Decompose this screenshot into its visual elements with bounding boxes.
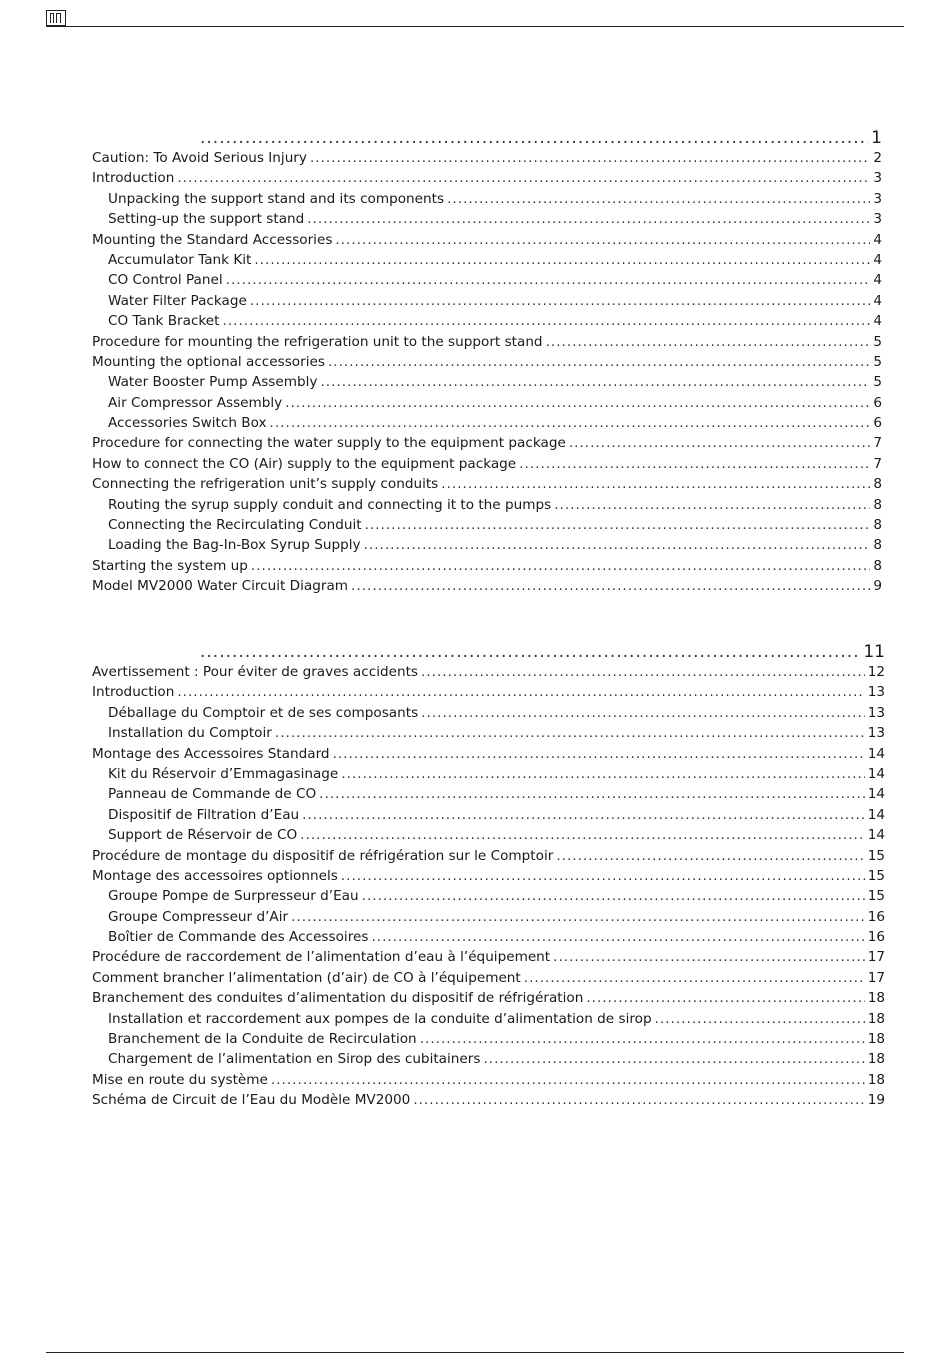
toc-french-heading-page: 11 [863,642,885,662]
toc-entry-page: 18 [867,1071,885,1088]
toc-entry[interactable] [92,232,882,252]
toc-entry-page: 16 [867,908,885,925]
leader-dots [365,517,871,533]
leader-dots [328,354,870,370]
toc-entry-title: Caution: To Avoid Serious Injury [92,150,307,166]
toc-entry-title: Déballage du Comptoir et de ses composants [108,704,419,721]
toc-entry[interactable] [92,1011,885,1031]
leader-dots [421,705,865,721]
toc-entry-title: Boîtier de Commande des Accessoires [108,929,369,946]
toc-entry-title: Mounting the Standard Accessories [92,231,333,248]
toc-entry[interactable] [92,807,885,827]
toc-entry-title: Procédure de montage du dispositif de réfrigération sur le Comptoir [92,847,554,864]
toc-entry-title: Groupe Compresseur d’Air [108,908,289,925]
toc-entry[interactable] [92,456,882,476]
toc-entry-title: Connecting the Recirculating Conduit [108,517,362,534]
toc-entry-title: Schéma de Circuit de l’Eau du Modèle MV2000 [92,1092,411,1109]
toc-entry-page: 19 [867,1092,885,1109]
toc-entry-page: 3 [873,190,882,207]
toc-entry-page: 6 [873,394,882,411]
leader-dots [335,232,870,248]
leader-dots [226,272,871,288]
toc-french-heading[interactable] [200,642,885,664]
toc-entry[interactable] [92,272,882,292]
toc-entry-title: CO Tank Bracket [108,313,220,330]
header-rule [46,26,904,27]
toc-entry[interactable] [92,990,885,1010]
toc-entry-title: Setting-up the support stand [108,211,305,228]
toc-entry-title: Accessories Switch Box [108,415,267,432]
leader-dots [351,578,870,594]
toc-entry[interactable] [92,537,882,557]
toc-entry[interactable] [92,354,882,374]
toc-entry-page: 14 [867,745,885,762]
toc-entry-page: 7 [873,435,882,452]
toc-entry[interactable] [92,558,882,578]
toc-entry[interactable] [92,848,885,868]
leader-dots [250,293,871,309]
toc-entry[interactable] [92,684,885,704]
toc-entry[interactable] [92,578,882,598]
toc-entry[interactable] [92,929,885,949]
toc-entry-page: 9 [873,578,882,595]
toc-entry-page: 4 [873,313,882,330]
toc-entry-title: Dispositif de Filtration d’Eau [108,806,300,823]
toc-entry[interactable] [92,1092,885,1112]
leader-dots [413,1092,864,1108]
toc-entry[interactable] [92,476,882,496]
toc-entry-title: Comment brancher l’alimentation (d’air) de CO à l’équipement [92,969,521,986]
toc-entry-title: Accumulator Tank Kit [108,251,252,268]
toc-entry[interactable] [92,374,882,394]
toc-entry-page: 8 [873,496,882,513]
toc-entry[interactable] [92,191,882,211]
toc-entry[interactable] [92,949,885,969]
leader-dots [251,558,870,574]
leader-dots [362,888,865,904]
toc-entry-title: Procedure for mounting the refrigeration unit to the support stand [92,333,543,350]
toc-entry-page: 5 [873,333,882,350]
toc-entry-title: Installation du Comptoir [108,725,272,742]
leader-dots [177,170,870,186]
company-logo-icon [46,10,66,26]
toc-entry[interactable] [92,970,885,990]
toc-entry-title: Chargement de l’alimentation en Sirop des cubitainers [108,1051,481,1068]
toc-entry-page: 18 [867,1010,885,1027]
leader-dots [554,497,870,513]
toc-entry[interactable] [92,746,885,766]
toc-entry-page: 15 [867,847,885,864]
toc-entry-title: Branchement des conduites d’alimentation du dispositif de réfrigération [92,990,584,1007]
toc-english-heading[interactable] [200,128,882,150]
toc-entry[interactable] [92,293,882,313]
toc-entry-page: 7 [873,455,882,472]
toc-entry[interactable] [92,517,882,537]
toc-entry[interactable] [92,766,885,786]
toc-entry-page: 18 [867,1051,885,1068]
toc-entry-page: 4 [873,292,882,309]
leader-dots [364,537,871,553]
toc-english-list [92,150,882,599]
toc-entry-page: 17 [867,949,885,966]
toc-entry[interactable] [92,313,882,333]
toc-entry[interactable] [92,786,885,806]
toc-entry[interactable] [92,664,885,684]
toc-entry[interactable] [92,334,882,354]
toc-entry-page: 18 [867,990,885,1007]
leader-dots [447,191,870,207]
toc-entry[interactable] [92,395,882,415]
toc-entry-title: Procédure de raccordement de l’alimentation d’eau à l’équipement [92,949,551,966]
leader-dots [270,415,871,431]
toc-entry-title: Kit du Réservoir d’Emmagasinage [108,765,339,782]
toc-entry-page: 4 [873,251,882,268]
toc-entry[interactable] [92,725,885,745]
toc-entry-page: 4 [873,272,882,289]
leader-dots [441,476,870,492]
toc-entry[interactable] [92,1051,885,1071]
toc-entry-page: 5 [873,374,882,391]
leader-dots [519,456,870,472]
toc-entry-title: Groupe Pompe de Surpresseur d’Eau [108,888,359,905]
toc-entry-page: 4 [873,231,882,248]
toc-entry-title: Installation et raccordement aux pompes de la conduite d’alimentation de sirop [108,1010,652,1027]
leader-dots [271,1072,865,1088]
leader-dots [655,1011,865,1027]
toc-entry-title: Introduction [92,684,175,701]
leader-dots [319,786,865,802]
toc-entry-title: Avertissement : Pour éviter de graves accidents [92,664,418,680]
toc-entry-page: 18 [867,1031,885,1048]
toc-entry-title: Starting the system up [92,557,248,574]
toc-entry[interactable] [92,827,885,847]
toc-entry-title: Unpacking the support stand and its components [108,190,445,207]
toc-entry-page: 12 [867,664,885,680]
leader-dots [421,664,865,680]
leader-dots [291,909,865,925]
leader-dots [254,252,870,268]
toc-entry[interactable] [92,1031,885,1051]
leader-dots [483,1051,864,1067]
toc-entry-title: Loading the Bag-In-Box Syrup Supply [108,537,361,554]
leader-dots [546,334,871,350]
leader-dots [285,395,870,411]
toc-entry-page: 8 [873,476,882,493]
leader-dots [371,929,864,945]
leader-dots [223,313,871,329]
leader-dots [200,128,868,148]
toc-entry-page: 8 [873,557,882,574]
leader-dots [333,746,865,762]
toc-entry[interactable] [92,150,882,170]
toc-entry[interactable] [92,888,885,908]
toc-entry[interactable] [92,252,882,272]
footer-rule [46,1352,904,1353]
leader-dots [556,848,864,864]
toc-entry-title: Mise en route du système [92,1071,268,1088]
toc-entry-title: Panneau de Commande de CO [108,786,317,803]
leader-dots [320,374,870,390]
toc-entry-page: 3 [873,211,882,228]
toc-entry-page: 13 [867,684,885,701]
toc-entry-page: 2 [873,150,882,166]
toc-entry-title: Connecting the refrigeration unit’s supply conduits [92,476,439,493]
toc-entry-title: Water Filter Package [108,292,247,309]
toc-entry-title: Air Compressor Assembly [108,394,283,411]
toc-entry[interactable] [92,435,882,455]
toc-french-list [92,664,885,1113]
toc-entry-page: 13 [867,725,885,742]
toc-entry-page: 15 [867,867,885,884]
leader-dots [307,211,870,227]
toc-entry-page: 8 [873,537,882,554]
toc-entry-page: 8 [873,517,882,534]
toc-entry-title: Procedure for connecting the water supply to the equipment package [92,435,566,452]
toc-entry-title: Introduction [92,170,175,187]
toc-entry[interactable] [92,211,882,231]
toc-entry-page: 14 [867,827,885,844]
leader-dots [569,435,871,451]
toc-entry-page: 14 [867,806,885,823]
toc-entry-title: Water Booster Pump Assembly [108,374,318,391]
leader-dots [302,807,865,823]
toc-entry[interactable] [92,1072,885,1092]
toc-entry[interactable] [92,497,882,517]
toc-entry[interactable] [92,415,882,435]
toc-entry-page: 17 [867,969,885,986]
toc-entry-title: Mounting the optional accessories [92,353,325,370]
toc-entry-page: 15 [867,888,885,905]
toc-entry[interactable] [92,170,882,190]
leader-dots [586,990,864,1006]
toc-entry-title: Branchement de la Conduite de Recirculation [108,1031,417,1048]
toc-entry[interactable] [92,705,885,725]
toc-entry-page: 5 [873,353,882,370]
toc-entry-title: How to connect the CO (Air) supply to the equipment package [92,455,517,472]
leader-dots [524,970,865,986]
toc-entry-title: Montage des accessoires optionnels [92,867,338,884]
leader-dots [341,766,864,782]
toc-entry-page: 16 [867,929,885,946]
toc-entry-title: Routing the syrup supply conduit and connecting it to the pumps [108,496,552,513]
leader-dots [200,642,860,662]
leader-dots [300,827,865,843]
toc-entry-title: Montage des Accessoires Standard [92,745,330,762]
toc-entry-page: 3 [873,170,882,187]
leader-dots [310,150,870,166]
toc-entry-page: 6 [873,415,882,432]
toc-entry-page: 13 [867,704,885,721]
leader-dots [420,1031,865,1047]
leader-dots [177,684,864,700]
toc-entry[interactable] [92,868,885,888]
toc-entry-page: 14 [867,765,885,782]
toc-entry-title: Model MV2000 Water Circuit Diagram [92,578,349,595]
leader-dots [341,868,865,884]
leader-dots [275,725,865,741]
toc-english-heading-page: 1 [871,128,882,148]
toc-english [92,128,882,599]
toc-entry-page: 14 [867,786,885,803]
toc-entry-title: CO Control Panel [108,272,223,289]
toc-french [92,642,885,1113]
toc-entry[interactable] [92,909,885,929]
toc-entry-title: Support de Réservoir de CO [108,827,298,844]
leader-dots [553,949,865,965]
